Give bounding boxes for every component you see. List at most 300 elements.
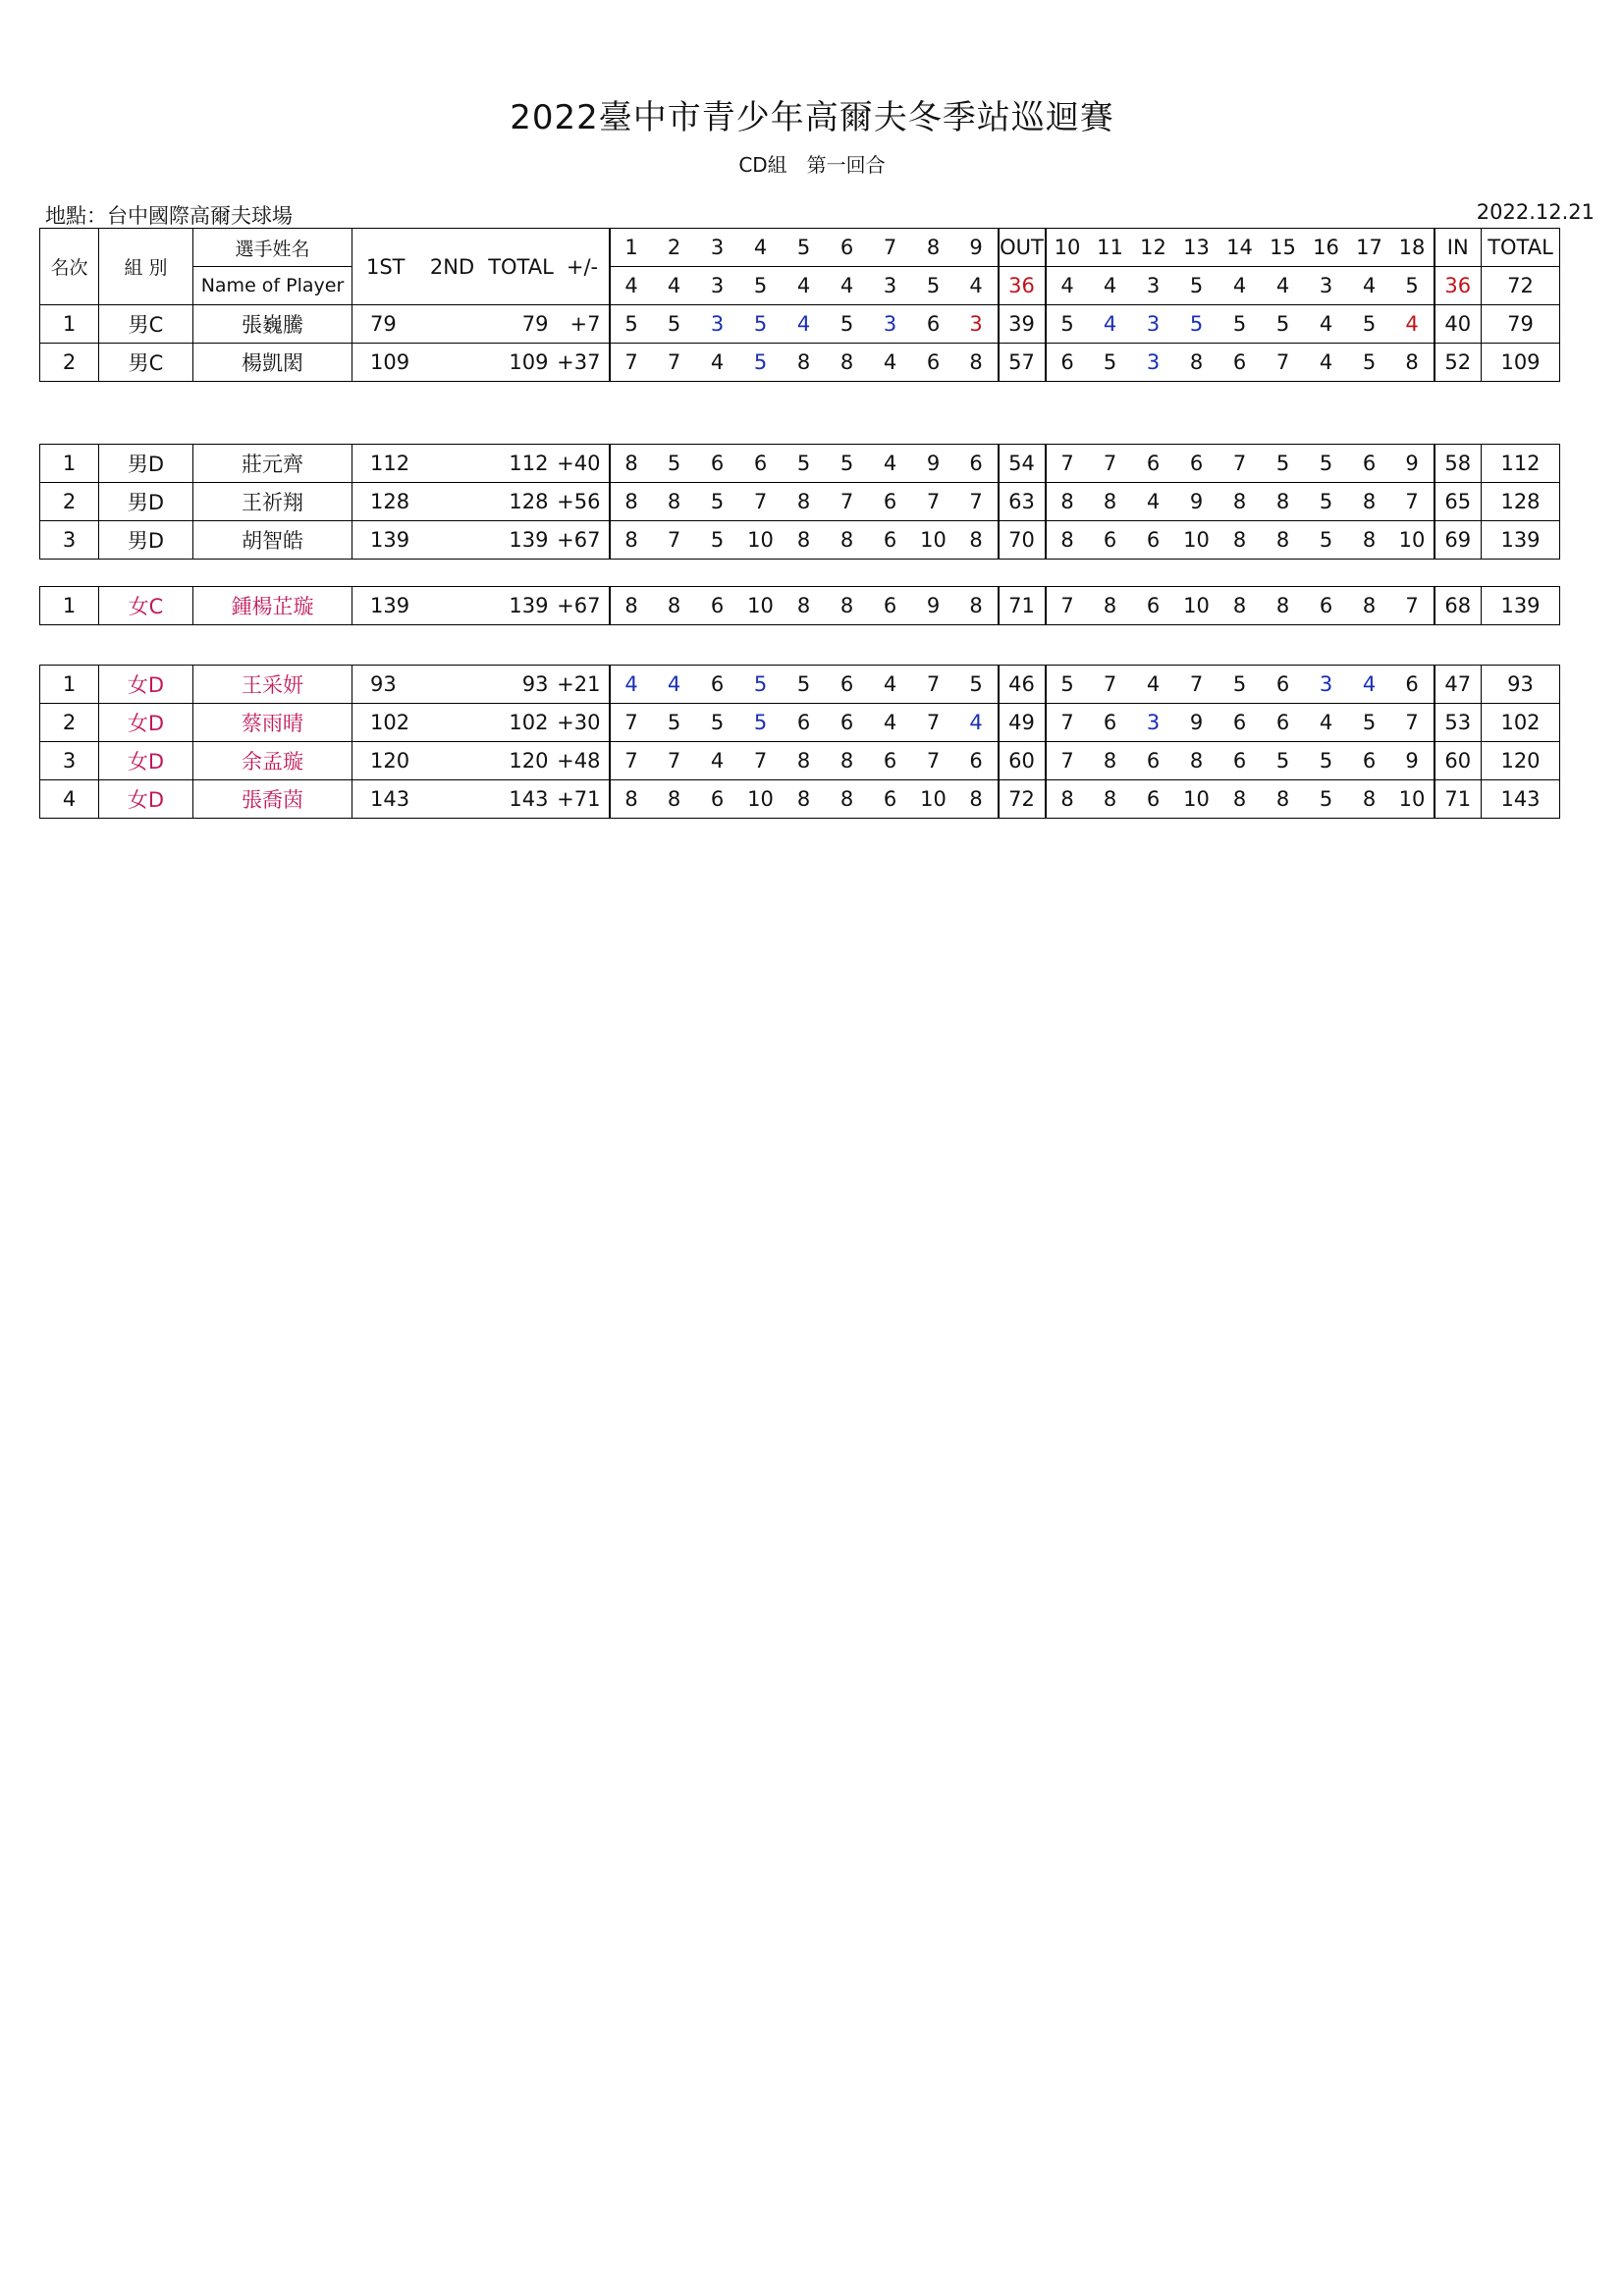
r2-score: [419, 483, 486, 521]
hole-score: 4: [869, 445, 912, 483]
hole-score: 6: [696, 445, 739, 483]
par-value: 4: [955, 267, 999, 305]
hole-score: 3: [955, 305, 999, 344]
r2-score: [419, 780, 486, 819]
hole-score: 7: [610, 742, 653, 780]
page-subtitle: CD組 第一回合: [738, 153, 886, 177]
player-name: 胡智皓: [193, 521, 352, 560]
hole-score: 8: [1218, 521, 1262, 560]
hole-score: 10: [739, 587, 783, 625]
total-score: 139: [486, 521, 557, 560]
player-name: 莊元齊: [193, 445, 352, 483]
diff-score: +71: [557, 780, 610, 819]
rank-cell: 3: [40, 742, 99, 780]
venue-label: 地點：台中國際高爾夫球場: [45, 204, 293, 228]
rank-cell: 1: [40, 587, 99, 625]
hole-score: 7: [1089, 445, 1132, 483]
hole-number: 13: [1175, 229, 1218, 267]
hole-score: 8: [610, 780, 653, 819]
hole-score: 8: [653, 780, 696, 819]
hole-score: 8: [1348, 483, 1391, 521]
hole-score: 6: [696, 587, 739, 625]
hole-score: 8: [783, 742, 826, 780]
hole-score: 6: [826, 704, 869, 742]
rank-header: 名次: [40, 229, 99, 305]
hole-score: 5: [1262, 742, 1305, 780]
result-table: [39, 444, 1560, 560]
hole-score: 10: [1391, 780, 1435, 819]
total-header: TOTAL: [486, 229, 557, 305]
hole-score: 7: [1218, 445, 1262, 483]
page-title: 2022臺中市青少年高爾夫冬季站巡迴賽: [510, 98, 1114, 137]
group-cell: 男D: [99, 483, 193, 521]
out-score: 57: [999, 344, 1046, 382]
hole-score: 8: [955, 780, 999, 819]
hole-score: 8: [653, 483, 696, 521]
hole-score: 7: [1046, 704, 1089, 742]
hole-score: 8: [610, 445, 653, 483]
hole-score: 5: [826, 305, 869, 344]
hole-number: 16: [1305, 229, 1348, 267]
in-score: 69: [1435, 521, 1482, 560]
hole-score: 6: [1132, 445, 1175, 483]
hole-score: 6: [783, 704, 826, 742]
hole-score: 8: [1046, 521, 1089, 560]
hole-score: 5: [739, 666, 783, 704]
hole-score: 8: [1348, 521, 1391, 560]
r2-score: [419, 704, 486, 742]
out-score: 63: [999, 483, 1046, 521]
hole-score: 10: [739, 521, 783, 560]
group-cell: 男C: [99, 305, 193, 344]
player-name: 張巍騰: [193, 305, 352, 344]
hole-score: 5: [1175, 305, 1218, 344]
hole-score: 6: [955, 742, 999, 780]
diff-score: +7: [557, 305, 610, 344]
total-score: 143: [486, 780, 557, 819]
rank-cell: 1: [40, 305, 99, 344]
r1-score: 102: [352, 704, 419, 742]
hole-score: 6: [1305, 587, 1348, 625]
hole-number: 8: [912, 229, 955, 267]
diff-header: +/-: [557, 229, 610, 305]
hole-score: 8: [1089, 483, 1132, 521]
par-value: 4: [1348, 267, 1391, 305]
hole-score: 9: [912, 445, 955, 483]
sum-score: 120: [1482, 742, 1560, 780]
hole-score: 3: [1132, 344, 1175, 382]
hole-score: 8: [1089, 587, 1132, 625]
hole-score: 8: [1391, 344, 1435, 382]
table-row: [40, 780, 1560, 819]
group-cell: 女D: [99, 666, 193, 704]
rank-cell: 4: [40, 780, 99, 819]
r1-header: 1ST: [352, 229, 419, 305]
hole-score: 8: [783, 344, 826, 382]
hole-score: 4: [610, 666, 653, 704]
hole-score: 8: [1262, 587, 1305, 625]
hole-score: 7: [1391, 704, 1435, 742]
hole-score: 5: [1348, 344, 1391, 382]
hole-score: 8: [1262, 483, 1305, 521]
par-value: 3: [1132, 267, 1175, 305]
r2-score: [419, 666, 486, 704]
par-value: 4: [783, 267, 826, 305]
par-value: 5: [739, 267, 783, 305]
in-score: 71: [1435, 780, 1482, 819]
hole-score: 6: [1348, 742, 1391, 780]
hole-score: 4: [869, 344, 912, 382]
hole-score: 6: [1132, 742, 1175, 780]
player-name: 余孟璇: [193, 742, 352, 780]
r2-score: [419, 742, 486, 780]
hole-score: 6: [1089, 521, 1132, 560]
hole-number: 18: [1391, 229, 1435, 267]
hole-score: 6: [826, 666, 869, 704]
sum-score: 112: [1482, 445, 1560, 483]
table-row: [40, 344, 1560, 382]
hole-score: 8: [955, 587, 999, 625]
total-score: 79: [486, 305, 557, 344]
hole-score: 4: [653, 666, 696, 704]
hole-score: 7: [610, 704, 653, 742]
hole-score: 6: [1218, 704, 1262, 742]
r1-score: 120: [352, 742, 419, 780]
hole-number: 14: [1218, 229, 1262, 267]
hole-score: 5: [1305, 483, 1348, 521]
hole-score: 8: [826, 742, 869, 780]
hole-score: 5: [1305, 780, 1348, 819]
par-value: 3: [696, 267, 739, 305]
hole-score: 8: [1348, 587, 1391, 625]
diff-score: +30: [557, 704, 610, 742]
hole-score: 7: [1046, 445, 1089, 483]
hole-score: 7: [912, 742, 955, 780]
r1-score: 139: [352, 521, 419, 560]
in-score: 68: [1435, 587, 1482, 625]
hole-score: 6: [869, 483, 912, 521]
hole-score: 6: [696, 666, 739, 704]
hole-score: 7: [826, 483, 869, 521]
in-score: 40: [1435, 305, 1482, 344]
hole-score: 3: [1132, 305, 1175, 344]
table-row: [40, 445, 1560, 483]
in-score: 47: [1435, 666, 1482, 704]
hole-score: 7: [739, 483, 783, 521]
total-score: 139: [486, 587, 557, 625]
header-table: [39, 228, 1560, 382]
par-value: 4: [653, 267, 696, 305]
hole-score: 5: [696, 704, 739, 742]
par-value: 5: [1391, 267, 1435, 305]
hole-score: 5: [1218, 666, 1262, 704]
out-score: 49: [999, 704, 1046, 742]
total2-header: TOTAL: [1482, 229, 1560, 267]
r1-score: 128: [352, 483, 419, 521]
out-score: 60: [999, 742, 1046, 780]
out-score: 72: [999, 780, 1046, 819]
rank-cell: 1: [40, 445, 99, 483]
par-out: 36: [999, 267, 1046, 305]
table-row: [40, 521, 1560, 560]
hole-score: 6: [955, 445, 999, 483]
group-cell: 男D: [99, 445, 193, 483]
hole-score: 8: [783, 587, 826, 625]
diff-score: +67: [557, 521, 610, 560]
hole-score: 5: [653, 305, 696, 344]
r2-score: [419, 445, 486, 483]
player-name: 楊凱閎: [193, 344, 352, 382]
hole-score: 4: [1089, 305, 1132, 344]
hole-number: 12: [1132, 229, 1175, 267]
hole-score: 8: [826, 344, 869, 382]
table-row: [40, 704, 1560, 742]
hole-score: 4: [955, 704, 999, 742]
player-name: 蔡雨晴: [193, 704, 352, 742]
hole-score: 7: [610, 344, 653, 382]
hole-number: 3: [696, 229, 739, 267]
hole-score: 5: [696, 483, 739, 521]
rank-cell: 3: [40, 521, 99, 560]
hole-score: 10: [1175, 780, 1218, 819]
result-table: [39, 586, 1560, 625]
table-row: [40, 483, 1560, 521]
hole-score: 5: [1305, 742, 1348, 780]
group-cell: 男C: [99, 344, 193, 382]
total-score: 112: [486, 445, 557, 483]
hole-score: 5: [653, 704, 696, 742]
par-in: 36: [1435, 267, 1482, 305]
hole-score: 8: [783, 483, 826, 521]
hole-score: 6: [869, 587, 912, 625]
hole-score: 4: [696, 742, 739, 780]
hole-score: 6: [696, 780, 739, 819]
table-row: [40, 305, 1560, 344]
diff-score: +37: [557, 344, 610, 382]
hole-number: 11: [1089, 229, 1132, 267]
hole-score: 6: [1348, 445, 1391, 483]
hole-score: 4: [1132, 666, 1175, 704]
out-score: 70: [999, 521, 1046, 560]
hole-score: 6: [869, 780, 912, 819]
hole-score: 8: [610, 483, 653, 521]
hole-score: 8: [1348, 780, 1391, 819]
hole-score: 3: [869, 305, 912, 344]
hole-number: 10: [1046, 229, 1089, 267]
hole-score: 8: [610, 587, 653, 625]
total-score: 102: [486, 704, 557, 742]
hole-score: 8: [955, 521, 999, 560]
hole-score: 5: [1305, 445, 1348, 483]
hole-score: 5: [783, 445, 826, 483]
total-score: 120: [486, 742, 557, 780]
table-row: [40, 587, 1560, 625]
hole-score: 10: [912, 521, 955, 560]
hole-score: 8: [1175, 344, 1218, 382]
hole-score: 7: [653, 344, 696, 382]
in-score: 60: [1435, 742, 1482, 780]
r2-score: [419, 521, 486, 560]
hole-score: 4: [1305, 344, 1348, 382]
in-score: 65: [1435, 483, 1482, 521]
sum-score: 79: [1482, 305, 1560, 344]
hole-score: 6: [1218, 344, 1262, 382]
result-table: [39, 665, 1560, 819]
hole-score: 4: [1132, 483, 1175, 521]
hole-score: 8: [1089, 780, 1132, 819]
r2-header: 2ND: [419, 229, 486, 305]
player-name: 王采妍: [193, 666, 352, 704]
hole-score: 9: [1391, 445, 1435, 483]
group-cell: 女C: [99, 587, 193, 625]
hole-score: 5: [653, 445, 696, 483]
hole-score: 8: [783, 521, 826, 560]
hole-score: 6: [1218, 742, 1262, 780]
par-total: 72: [1482, 267, 1560, 305]
hole-score: 7: [1046, 742, 1089, 780]
hole-score: 3: [696, 305, 739, 344]
out-score: 71: [999, 587, 1046, 625]
hole-score: 3: [1132, 704, 1175, 742]
hole-score: 8: [783, 780, 826, 819]
r1-score: 93: [352, 666, 419, 704]
r2-score: [419, 305, 486, 344]
group-cell: 女D: [99, 780, 193, 819]
hole-score: 7: [1391, 587, 1435, 625]
hole-score: 6: [1391, 666, 1435, 704]
hole-score: 6: [869, 742, 912, 780]
hole-score: 5: [696, 521, 739, 560]
hole-score: 5: [739, 305, 783, 344]
hole-number: 15: [1262, 229, 1305, 267]
hole-score: 7: [653, 742, 696, 780]
hole-score: 7: [1046, 587, 1089, 625]
total-score: 128: [486, 483, 557, 521]
hole-score: 10: [1391, 521, 1435, 560]
hole-score: 7: [1262, 344, 1305, 382]
par-value: 4: [826, 267, 869, 305]
player-name: 鍾楊芷璇: [193, 587, 352, 625]
r1-score: 139: [352, 587, 419, 625]
hole-score: 9: [912, 587, 955, 625]
hole-number: 6: [826, 229, 869, 267]
par-value: 4: [1046, 267, 1089, 305]
player-name: 王祈翔: [193, 483, 352, 521]
rank-cell: 2: [40, 344, 99, 382]
hole-score: 5: [1046, 305, 1089, 344]
hole-score: 6: [1262, 704, 1305, 742]
par-value: 4: [610, 267, 653, 305]
hole-score: 8: [653, 587, 696, 625]
hole-number: 7: [869, 229, 912, 267]
group-cell: 女D: [99, 704, 193, 742]
hole-score: 8: [1262, 780, 1305, 819]
hole-score: 5: [739, 704, 783, 742]
hole-score: 8: [826, 587, 869, 625]
hole-score: 5: [610, 305, 653, 344]
hole-score: 6: [1132, 587, 1175, 625]
hole-score: 6: [739, 445, 783, 483]
player-header-zh: 選手姓名: [193, 229, 352, 267]
hole-score: 6: [912, 344, 955, 382]
in-header: IN: [1435, 229, 1482, 267]
hole-score: 8: [955, 344, 999, 382]
hole-score: 8: [1089, 742, 1132, 780]
rank-cell: 2: [40, 483, 99, 521]
sum-score: 139: [1482, 521, 1560, 560]
par-value: 3: [1305, 267, 1348, 305]
hole-score: 5: [1262, 445, 1305, 483]
hole-number: 17: [1348, 229, 1391, 267]
group-cell: 女D: [99, 742, 193, 780]
hole-score: 4: [869, 704, 912, 742]
hole-score: 6: [912, 305, 955, 344]
diff-score: +67: [557, 587, 610, 625]
in-score: 52: [1435, 344, 1482, 382]
hole-number: 2: [653, 229, 696, 267]
hole-score: 6: [1175, 445, 1218, 483]
par-value: 4: [1089, 267, 1132, 305]
hole-score: 7: [912, 483, 955, 521]
hole-score: 4: [869, 666, 912, 704]
diff-score: +48: [557, 742, 610, 780]
hole-score: 4: [1305, 305, 1348, 344]
hole-score: 10: [1175, 587, 1218, 625]
r2-score: [419, 344, 486, 382]
hole-score: 4: [1305, 704, 1348, 742]
hole-number: 9: [955, 229, 999, 267]
total-score: 93: [486, 666, 557, 704]
hole-score: 9: [1391, 742, 1435, 780]
hole-score: 8: [1046, 780, 1089, 819]
hole-score: 5: [1348, 305, 1391, 344]
hole-score: 8: [1218, 780, 1262, 819]
r1-score: 109: [352, 344, 419, 382]
hole-score: 10: [912, 780, 955, 819]
hole-score: 6: [1046, 344, 1089, 382]
sum-score: 128: [1482, 483, 1560, 521]
hole-score: 8: [1046, 483, 1089, 521]
out-score: 54: [999, 445, 1046, 483]
hole-score: 7: [653, 521, 696, 560]
sum-score: 93: [1482, 666, 1560, 704]
hole-score: 6: [1132, 780, 1175, 819]
hole-score: 4: [783, 305, 826, 344]
hole-score: 7: [955, 483, 999, 521]
par-value: 5: [1175, 267, 1218, 305]
sum-score: 102: [1482, 704, 1560, 742]
hole-score: 9: [1175, 704, 1218, 742]
hole-score: 10: [1175, 521, 1218, 560]
diff-score: +40: [557, 445, 610, 483]
hole-score: 4: [1391, 305, 1435, 344]
hole-score: 8: [1218, 587, 1262, 625]
hole-score: 5: [955, 666, 999, 704]
hole-score: 6: [1132, 521, 1175, 560]
table-row: [40, 742, 1560, 780]
hole-score: 8: [1218, 483, 1262, 521]
out-header: OUT: [999, 229, 1046, 267]
hole-score: 7: [1391, 483, 1435, 521]
diff-score: +21: [557, 666, 610, 704]
diff-score: +56: [557, 483, 610, 521]
hole-score: 8: [826, 521, 869, 560]
hole-number: 1: [610, 229, 653, 267]
r2-score: [419, 587, 486, 625]
in-score: 58: [1435, 445, 1482, 483]
rank-cell: 1: [40, 666, 99, 704]
hole-score: 3: [1305, 666, 1348, 704]
